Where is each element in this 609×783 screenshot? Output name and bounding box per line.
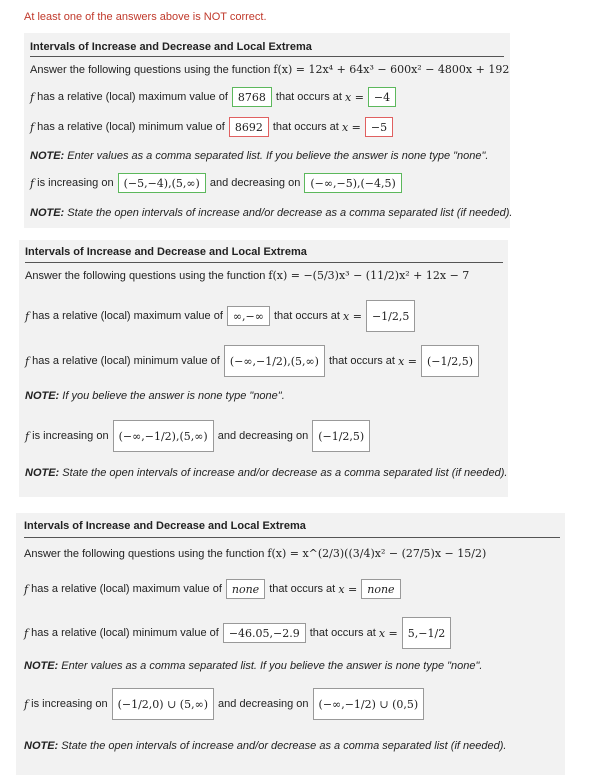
max-value-input[interactable]: none: [226, 579, 265, 599]
min-label: has a relative (local) minimum value of: [31, 627, 219, 639]
max-line: [30, 87, 400, 107]
note-label: NOTE:: [30, 150, 65, 162]
occurs-label: that occurs at: [309, 627, 376, 639]
x-symbol: x =: [378, 626, 398, 640]
f-symbol: f: [25, 354, 30, 368]
panel-title: Intervals of Increase and Decrease and Local Extrema: [25, 246, 307, 258]
f-symbol: f: [30, 90, 35, 104]
f-symbol: f: [24, 626, 29, 640]
x-symbol: x =: [338, 582, 358, 596]
min-value-input[interactable]: −46.05,−2.9: [223, 623, 306, 643]
prompt-text: Answer the following questions using the function: [25, 269, 266, 282]
min-label: has a relative (local) minimum value of: [37, 121, 225, 133]
note-line: [24, 740, 506, 752]
f-symbol: f: [24, 697, 29, 711]
note-text: Enter values as a comma separated list. If you believe the answer is none type "none".: [61, 660, 483, 672]
function-expression: f(x) = 12x⁴ + 64x³ − 600x² − 4800x + 192: [273, 63, 510, 76]
note-label: NOTE:: [30, 207, 65, 219]
note-line: [25, 467, 507, 479]
note-label: NOTE:: [25, 390, 60, 402]
function-expression: f(x) = x^(2/3)((3/4)x² − (27/5)x − 15/2): [267, 547, 487, 560]
max-line: [24, 579, 405, 599]
prompt-line: [25, 269, 469, 282]
panel-title: Intervals of Increase and Decrease and Local Extrema: [24, 520, 306, 532]
x-symbol: x =: [345, 90, 364, 104]
max-x-input[interactable]: −1/2,5: [366, 300, 415, 332]
prompt-line: [24, 547, 486, 560]
occurs-label: that occurs at: [273, 310, 340, 322]
problem-panel-1: [24, 33, 513, 228]
function-expression: f(x) = −(5/3)x³ − (11/2)x² + 12x − 7: [268, 269, 470, 282]
interval-line: [30, 173, 406, 193]
increasing-label: is increasing on: [31, 698, 108, 710]
max-value-input[interactable]: ∞,−∞: [227, 306, 270, 326]
min-x-input[interactable]: −5: [365, 117, 393, 137]
x-symbol: x =: [398, 354, 417, 368]
max-value-input[interactable]: 8768: [232, 87, 272, 107]
decreasing-label: and decreasing on: [209, 177, 301, 189]
panel-title: Intervals of Increase and Decrease and Local Extrema: [30, 41, 312, 53]
note-text: State the open intervals of increase and/or decrease as a comma separated list (if needed).: [62, 467, 508, 479]
note-line: [30, 150, 488, 162]
error-message: At least one of the answers above is NOT correct.: [24, 11, 267, 23]
occurs-label: that occurs at: [275, 91, 342, 103]
max-label: has a relative (local) maximum value of: [37, 91, 228, 103]
occurs-label: that occurs at: [328, 355, 395, 367]
title-divider: [30, 56, 504, 57]
interval-line: [24, 688, 428, 720]
f-symbol: f: [30, 120, 35, 134]
occurs-label: that occurs at: [269, 583, 336, 595]
note-line: [25, 390, 285, 402]
decreasing-label: and decreasing on: [218, 698, 309, 710]
note-label: NOTE:: [24, 740, 59, 752]
prompt-text: Answer the following questions using the function: [30, 63, 271, 76]
max-label: has a relative (local) maximum value of: [32, 310, 223, 322]
min-value-input[interactable]: 8692: [229, 117, 269, 137]
note-text: State the open intervals of increase and/or decrease as a comma separated list (if needed).: [67, 207, 513, 219]
note-text: Enter values as a comma separated list. If you believe the answer is none type "none".: [67, 150, 489, 162]
min-value-input[interactable]: (−∞,−1/2),(5,∞): [224, 345, 325, 377]
x-symbol: x =: [341, 120, 361, 134]
increasing-input[interactable]: (−∞,−1/2),(5,∞): [113, 420, 214, 452]
max-label: has a relative (local) maximum value of: [31, 583, 222, 595]
min-line: [30, 117, 397, 137]
note-line: [30, 207, 512, 219]
note-line: [24, 660, 482, 672]
max-x-input[interactable]: −4: [368, 87, 396, 107]
decreasing-input[interactable]: (−∞,−1/2) ∪ (0,5): [313, 688, 425, 720]
f-symbol: f: [24, 582, 29, 596]
title-divider: [24, 537, 560, 538]
note-label: NOTE:: [25, 467, 60, 479]
increasing-label: is increasing on: [32, 430, 109, 442]
x-symbol: x =: [343, 309, 362, 323]
increasing-input[interactable]: (−1/2,0) ∪ (5,∞): [112, 688, 214, 720]
prompt-line: [30, 63, 509, 76]
note-text: State the open intervals of increase and/or decrease as a comma separated list (if needed).: [61, 740, 507, 752]
decreasing-input[interactable]: (−∞,−5),(−4,5): [304, 173, 401, 193]
occurs-label: that occurs at: [272, 121, 339, 133]
min-x-input[interactable]: 5,−1/2: [402, 617, 451, 649]
decreasing-input[interactable]: (−1/2,5): [312, 420, 370, 452]
note-text: If you believe the answer is none type "none".: [62, 390, 285, 402]
min-line: [25, 345, 483, 377]
problem-panel-3: [16, 513, 565, 775]
f-symbol: f: [25, 429, 30, 443]
f-symbol: f: [25, 309, 30, 323]
interval-line: [25, 420, 374, 452]
increasing-input[interactable]: (−5,−4),(5,∞): [118, 173, 206, 193]
title-divider: [25, 262, 503, 263]
min-label: has a relative (local) minimum value of: [32, 355, 220, 367]
increasing-label: is increasing on: [37, 177, 114, 189]
f-symbol: f: [30, 176, 35, 190]
decreasing-label: and decreasing on: [217, 430, 309, 442]
note-label: NOTE:: [24, 660, 59, 672]
max-x-input[interactable]: none: [361, 579, 400, 599]
min-x-input[interactable]: (−1/2,5): [421, 345, 479, 377]
min-line: [24, 617, 455, 649]
prompt-text: Answer the following questions using the function: [24, 547, 265, 560]
max-line: [25, 300, 419, 332]
problem-panel-2: [19, 240, 508, 497]
